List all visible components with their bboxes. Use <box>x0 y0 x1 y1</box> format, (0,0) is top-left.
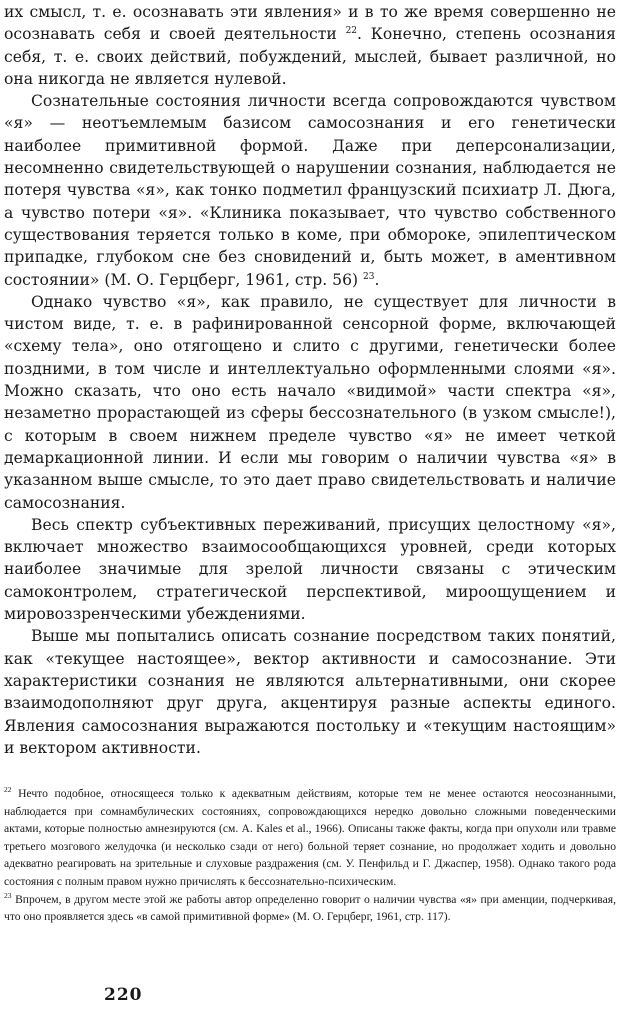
paragraph <box>4 1 616 90</box>
page-number: 220 <box>104 985 143 1005</box>
paragraph-text: Весь спектр субъективных переживаний, присущих целостному «я», включает множество взаимосообщающихся уровней, среди которых наиболее значимые для зрелой личности связаны с этическим самоконтролем, стратегической перспективой, мироощущением и мировоззренческими убеждениями. <box>4 515 616 624</box>
paragraph-text: . <box>374 270 380 289</box>
footnote-ref: 22 <box>345 26 358 37</box>
paragraph <box>4 291 616 514</box>
paragraph-text: их смысл, т. е. осознавать эти явления» и в то же время совершенно не осознавать себя и своей деятельности <box>4 3 616 44</box>
footnote-ref: 23 <box>363 271 375 282</box>
footnote-mark: 23 <box>4 890 12 900</box>
paragraph-text: Однако чувство «я», как правило, не существует для личности в чистом виде, т. е. в рафинированной сенсорной форме, включающей «схему тела», оно отягощено и слито с другими, генетически более поздними, в том числе и интеллектуально оформленными слоями «я». Можно сказать, что оно есть начало «видимой» части спектра «я», незаметно прорастающей из сферы бессознательного (в узком смысле!), с которым в своем нижнем пределе чувство «я» не имеет четкой демаркационной линии. И если мы говорим о наличии чувства «я» в указанном выше смысле, то это дает право свидетельствовать и наличие самосознания. <box>4 292 616 512</box>
footnote <box>4 891 616 926</box>
main-text <box>4 1 616 759</box>
paragraph-text: Сознательные состояния личности всегда сопровождаются чувством «я» — неотъемлемым базисом самосознания и его генетически наиболее примитивной формой. Даже при деперсонализации, несомненно свидетельствующей о нарушении сознания, наблюдается не потеря чувства «я», как тонко подметил французский психиатр Л. Дюга, а чувство потери «я». «Клиника показывает, что чувство собственного существования теряется только в коме, при обмороке, эпилептическом припадке, глубоком сне без сновидений и, быть может, в аментивном состоянии» (М. О. Герцберг, 1961, стр. 56) <box>4 92 616 289</box>
paragraph-text: . Конечно, степень осознания себя, т. е. своих действий, побуждений, мыслей, бывает различной, но она никогда не является нулевой. <box>4 25 616 88</box>
paragraph <box>4 625 616 759</box>
footnote-text: Нечто подобное, относящееся только к адекватным действиям, которые тем не менее остаются неосознанными, наблюдается при сомнамбулических состояниях, сопровождающихся нередко довольно сложными поведенческими актами, которые полностью амнезируются (см. А. Kales et al., 1966). Описаны также факты, когда при опухоли или травме третьего мозгового желудочка (и несколько сзади от него) больной теряет сознание, но продолжает ходить и довольно адекватно реагировать на зрительные и слуховые раздражения (см. У. Пенфильд и Г. Джаспер, 1958). Однако такого рода состояния с полным правом нужно причислять к бессознательно-психическим. <box>4 787 616 888</box>
paragraph <box>4 514 616 625</box>
footnote-mark: 22 <box>4 785 12 795</box>
paragraph-text: Выше мы попытались описать сознание посредством таких понятий, как «текущее настоящее», вектор активности и самосознание. Эти характеристики сознания не являются альтернативными, они скорее взаимодополняют друг друга, акцентируя разные аспекты единого. Явления самосознания выражаются постольку и «текущим настоящим» и вектором активности. <box>4 627 616 757</box>
footnote-text: Впрочем, в другом месте этой же работы автор определенно говорит о наличии чувства «я» при аменции, подчеркивая, что оно проявляется здесь «в самой примитивной форме» (М. О. Герцберг, 1961, стр. 117). <box>4 892 616 924</box>
paragraph <box>4 90 616 291</box>
footnotes <box>4 785 616 926</box>
footnote <box>4 785 616 891</box>
book-page <box>4 0 616 1011</box>
